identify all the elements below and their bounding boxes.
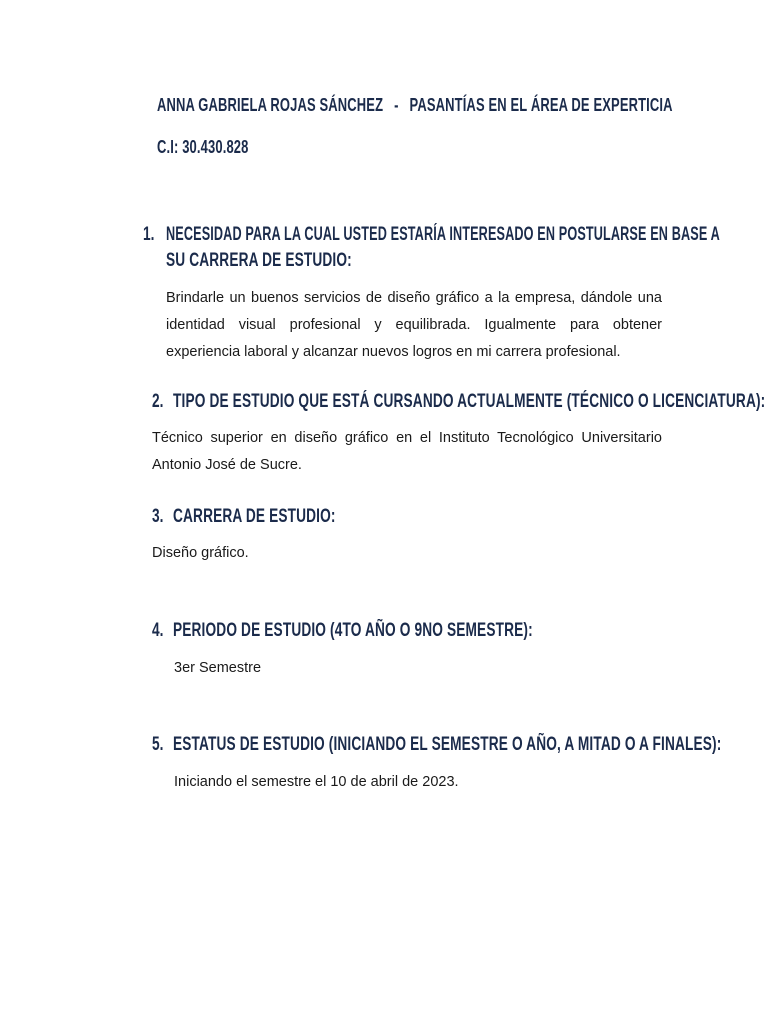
header-subtitle: PASANTÍAS EN EL ÁREA DE EXPERTICIA xyxy=(409,95,673,115)
ci-number: C.I: 30.430.828 xyxy=(157,137,249,157)
author-name xyxy=(157,95,673,116)
section-3-number: 3. xyxy=(152,506,164,527)
section-2-number: 2. xyxy=(152,391,164,412)
section-2-answer: Técnico superior en diseño gráfico en el Instituto Tecnológico Universitario Antonio José de Sucre. xyxy=(152,430,662,473)
section-3-title: CARRERA DE ESTUDIO: xyxy=(173,506,336,527)
section-5-number: 5. xyxy=(152,734,164,755)
section-5-answer: Iniciando el semestre el 10 de abril de 2023. xyxy=(174,774,459,790)
author-name-text: ANNA GABRIELA ROJAS SÁNCHEZ xyxy=(157,95,384,115)
section-4-answer: 3er Semestre xyxy=(174,660,262,676)
section-1-title-line1: NECESIDAD PARA LA CUAL USTED ESTARÍA INTERESADO EN POSTULARSE EN BASE A xyxy=(166,224,720,245)
section-3-answer: Diseño gráfico. xyxy=(152,545,249,561)
section-2-title: TIPO DE ESTUDIO QUE ESTÁ CURSANDO ACTUALMENTE (TÉCNICO O LICENCIATURA): xyxy=(173,391,766,412)
section-4-title: PERIODO DE ESTUDIO (4TO AÑO O 9NO SEMESTRE): xyxy=(173,620,533,641)
header-separator: - xyxy=(394,95,399,115)
section-1-number: 1. xyxy=(143,224,155,245)
section-1-answer: Brindarle un buenos servicios de diseño gráfico a la empresa, dándole una identidad visual profesional y equilibrada. Igualmente para obtener experiencia laboral y alcanzar nuevos logros en mi carrera profesional. xyxy=(166,290,662,360)
section-5-title: ESTATUS DE ESTUDIO (INICIANDO EL SEMESTRE O AÑO, A MITAD O A FINALES): xyxy=(173,734,722,755)
section-4-number: 4. xyxy=(152,620,164,641)
section-1-title-line2: SU CARRERA DE ESTUDIO: xyxy=(166,250,352,271)
